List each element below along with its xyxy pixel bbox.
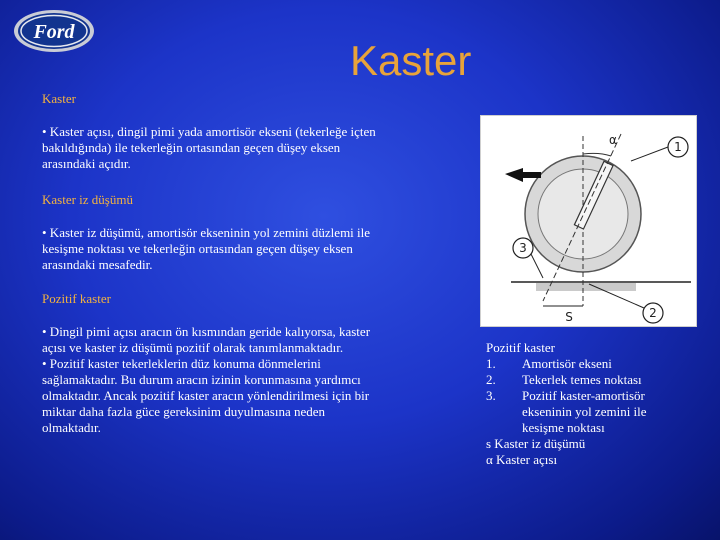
legend-item-text: Tekerlek temes noktası xyxy=(522,372,642,387)
legend-item-continuation: kesişme noktası xyxy=(522,420,605,435)
paragraph-text: • Kaster iz düşümü, amortisör ekseninin yol zemini düzlemi ile kesişme noktası ve tekerleğin ortasından geçen düşey eksen arasındaki mesafedir. xyxy=(42,225,371,272)
caster-diagram xyxy=(480,115,697,327)
paragraph-text: • Dingil pimi açısı aracın ön kısmından geride kalıyorsa, kaster açısı ve kaster iz düşümü pozitif olarak tanımlanmaktadır. xyxy=(42,324,371,355)
legend-item xyxy=(486,372,716,388)
label-alpha: α xyxy=(609,133,617,147)
label-s: S xyxy=(565,310,573,324)
legend-item-continuation: ekseninin yol zemini ile xyxy=(522,404,647,419)
section-heading-caster-trail: Kaster iz düşümü xyxy=(42,192,133,207)
legend-title: Pozitif kaster xyxy=(486,340,555,355)
legend-s-line: s Kaster iz düşümü xyxy=(486,436,586,451)
label-1: 1 xyxy=(674,140,682,154)
diagram-legend xyxy=(486,340,716,468)
page-title: Kaster xyxy=(350,37,472,84)
paragraph-text: • Kaster açısı, dingil pimi yada amortisör ekseni (tekerleğe içten bakıldığında) ile tekerleğin ortasından geçen düşey eksen arasındaki açıdır. xyxy=(42,124,376,171)
paragraph-text: • Pozitif kaster tekerleklerin düz konuma dönmelerini sağlamaktadır. Bu durum aracın izinin korunmasına yardımcı olmaktadır. Ancak pozitif kaster aracın yönlendirilmesi için bir miktar daha fazla güce gereksinim duyulmasına neden olmaktadır. xyxy=(42,356,370,435)
legend-item-number: 2. xyxy=(486,372,496,387)
legend-item-text: Amortisör ekseni xyxy=(522,356,612,371)
section-heading-kaster: Kaster xyxy=(42,91,76,106)
ford-logo xyxy=(12,8,96,54)
logo-text: Ford xyxy=(33,21,75,43)
legend-item-number: 1. xyxy=(486,356,496,371)
legend-alpha-line: α Kaster açısı xyxy=(486,452,558,467)
label-3: 3 xyxy=(519,241,527,255)
legend-item xyxy=(486,356,716,372)
section-heading-positive-caster: Pozitif kaster xyxy=(42,291,111,306)
legend-item-number: 3. xyxy=(486,388,496,403)
legend-item-text: Pozitif kaster-amortisör xyxy=(522,388,645,403)
paragraph-positive-caster xyxy=(42,324,387,436)
label-2: 2 xyxy=(649,306,657,320)
legend-item xyxy=(486,388,716,404)
paragraph-caster-trail xyxy=(42,225,372,273)
paragraph-caster-angle xyxy=(42,124,382,172)
